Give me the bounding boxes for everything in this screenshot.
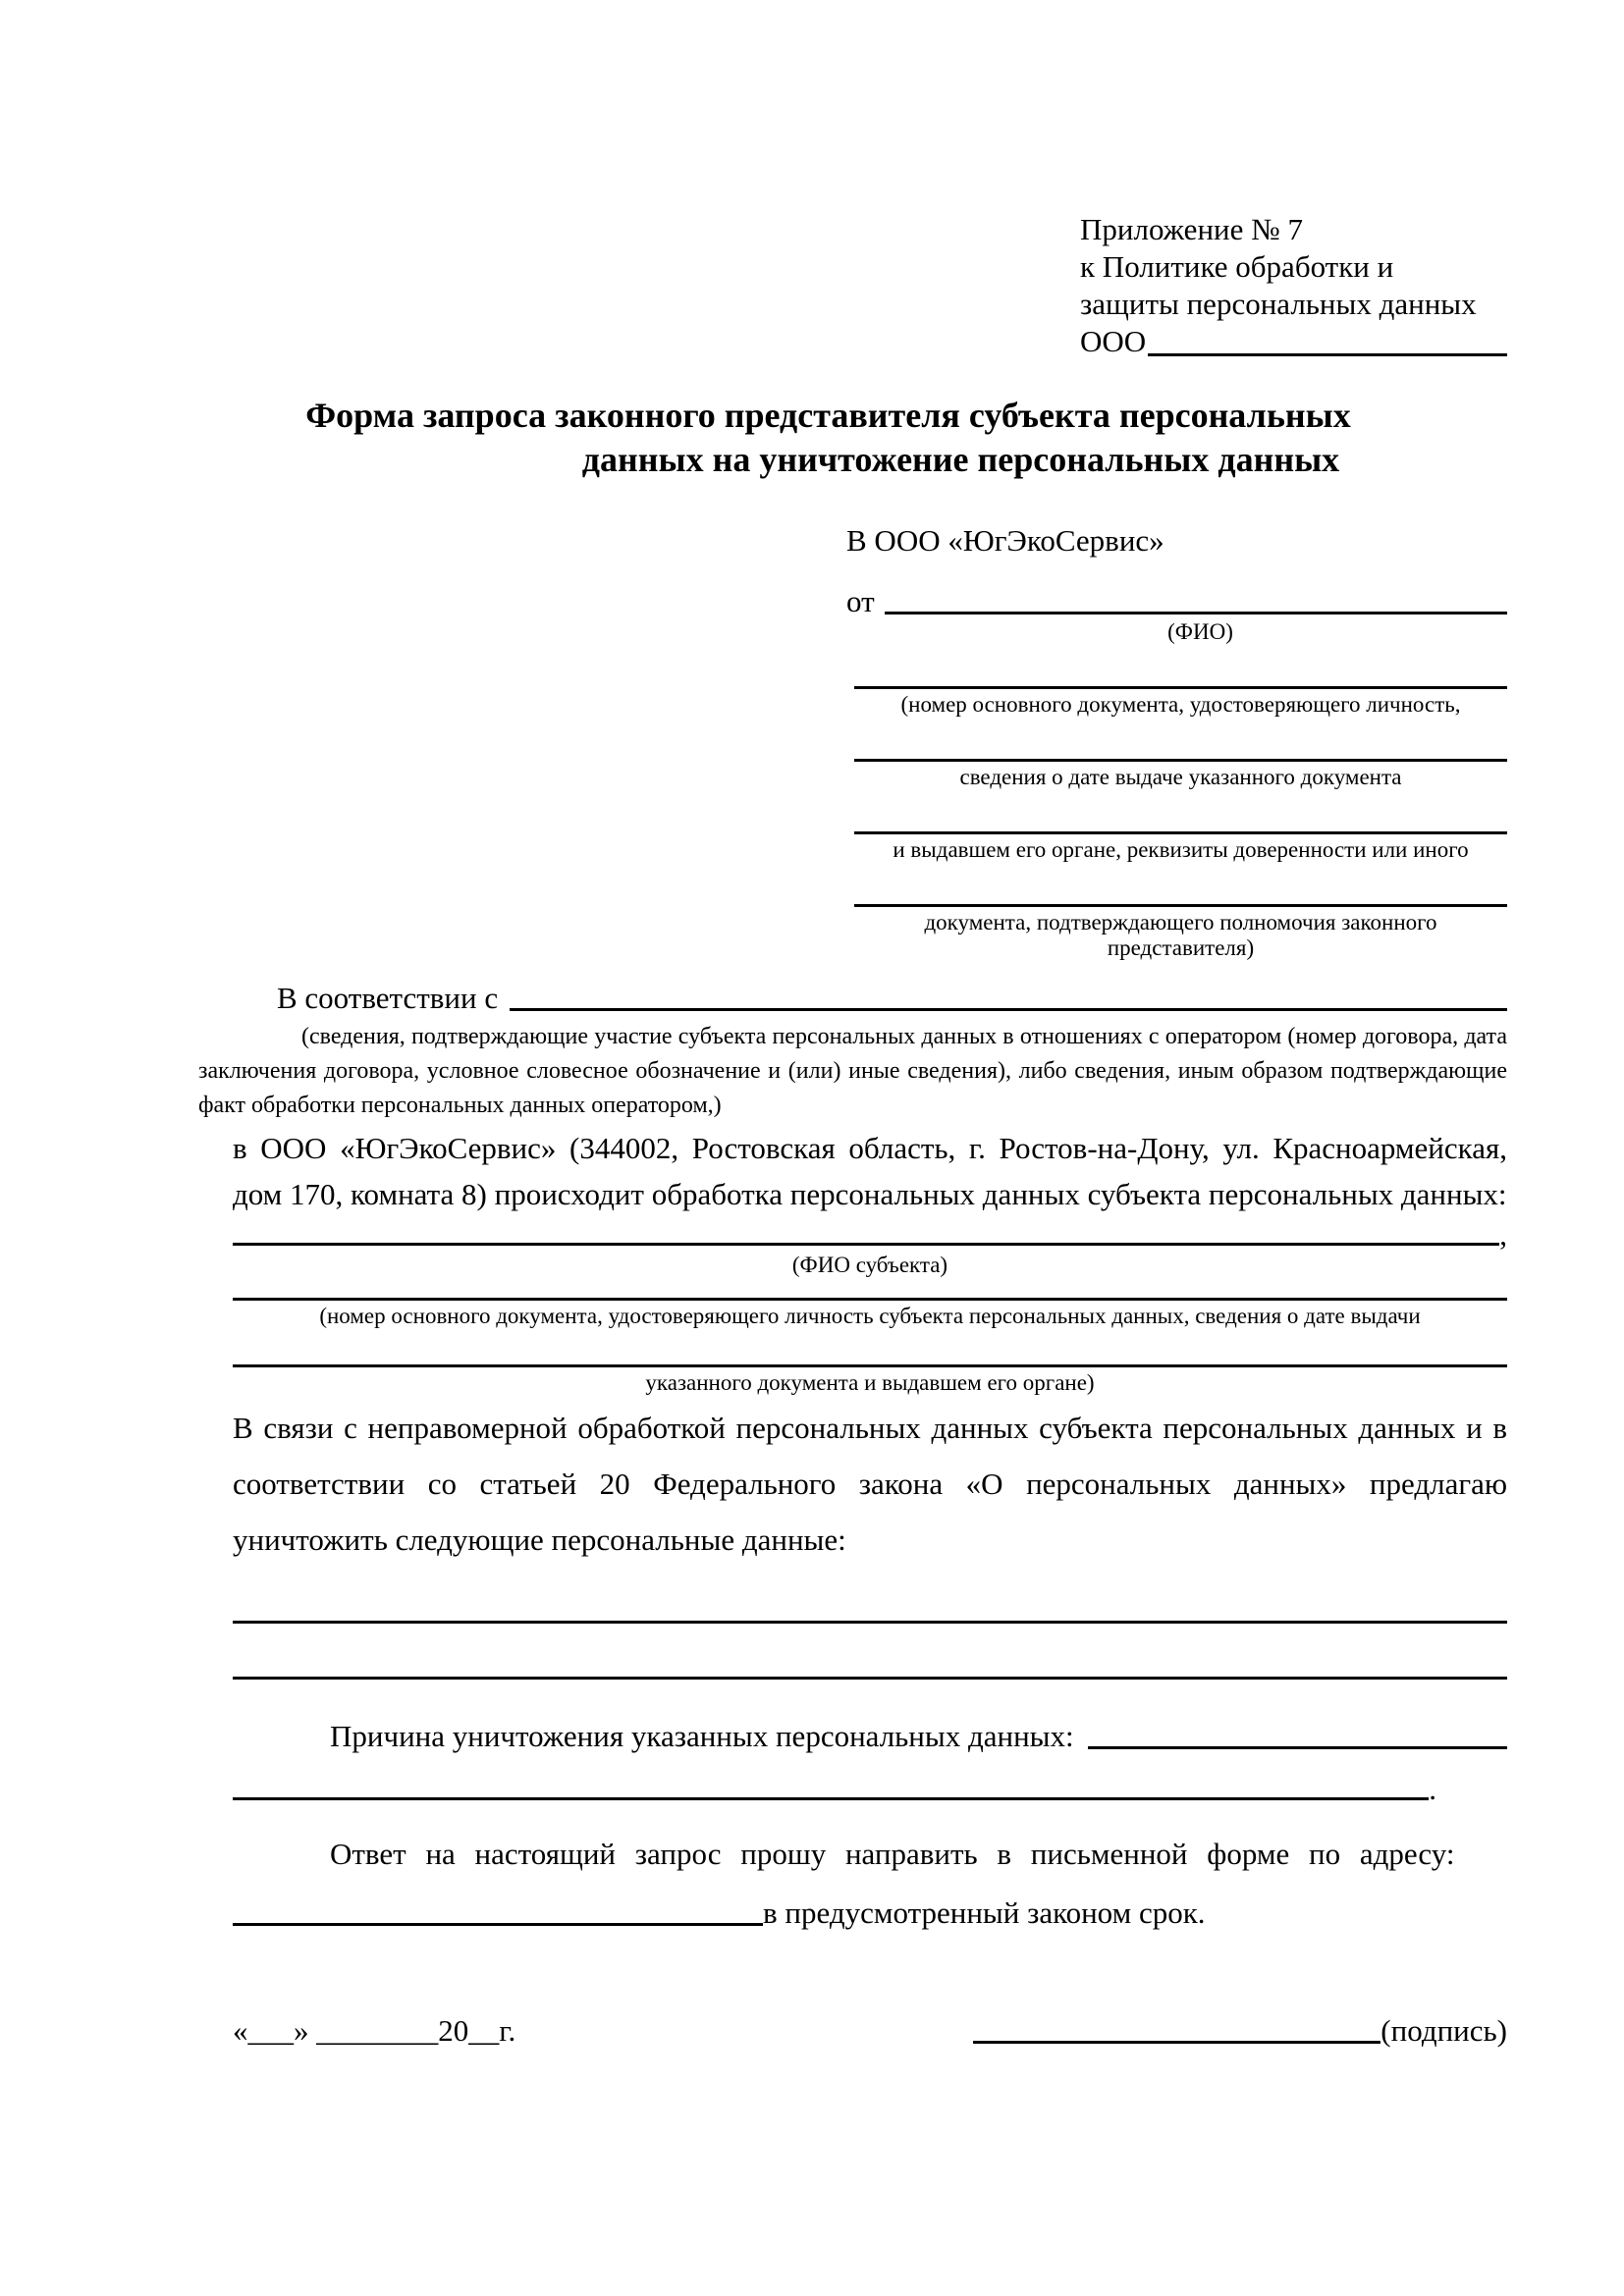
appendix-note xyxy=(1080,211,1507,360)
representative-document-blanks xyxy=(854,686,1507,961)
addressee-block xyxy=(846,521,1507,961)
ooo-prefix: ООО xyxy=(1080,324,1147,358)
data-to-destroy-blank-2 xyxy=(233,1677,1507,1680)
from-label: от xyxy=(846,584,875,618)
page-title-line-1: Форма запроса законного представителя субъекта персональных xyxy=(305,396,1351,435)
operator-paragraph: в ООО «ЮгЭкоСервис» (344002, Ростовская область, г. Ростов-на-Дону, ул. Красноармейская, дом 170, комната 8) происходит обработка персональных данных субъекта персональных данных: xyxy=(233,1131,1507,1211)
according-row xyxy=(233,977,1507,1016)
request-paragraph: В связи с неправомерной обработкой персональных данных субъекта персональных данных и в соответствии со статьей 20 Федерального закона «О персональных данных» предлагаю уничтожить следующие персональные данные: xyxy=(233,1411,1507,1557)
according-caption: (сведения, подтверждающие участие субъекта персональных данных в отношениях с оператором (номер договора, дата заключения договора, условное словесное обозначение и (или) иные сведения), либо сведения, иным образом подтверждающие факт обработки персональных данных оператором,) xyxy=(198,1024,1507,1118)
signature-caption: (подпись) xyxy=(1380,2013,1507,2048)
representative-doc-blank-4 xyxy=(854,904,1507,961)
page-title xyxy=(233,394,1507,482)
answer-address-blank xyxy=(233,1923,763,1926)
subject-doc-caption-2: указанного документа и выдавшем его органе) xyxy=(645,1370,1095,1395)
appendix-line-2: к Политике обработки и xyxy=(1080,249,1394,284)
from-row xyxy=(846,580,1507,619)
period-mark: . xyxy=(1429,1772,1436,1806)
according-blank xyxy=(510,1008,1507,1011)
signature-group xyxy=(973,2013,1507,2049)
appendix-line-1: Приложение № 7 xyxy=(1080,212,1303,246)
subject-fio-caption: (ФИО субъекта) xyxy=(791,1253,948,1277)
reason-blank-2 xyxy=(233,1797,1429,1800)
answer-suffix: в предусмотренный законом срок. xyxy=(763,1896,1206,1930)
according-prefix: В соответствии с xyxy=(277,981,499,1015)
answer-row-2 xyxy=(233,1892,1507,1931)
reason-row-2 xyxy=(233,1768,1436,1807)
appendix-ooo-row xyxy=(1080,323,1507,360)
signature-blank xyxy=(973,2041,1380,2044)
representative-doc-blank-3 xyxy=(854,831,1507,863)
ooo-name-blank xyxy=(1148,353,1507,356)
representative-doc-caption-4: документа, подтверждающего полномочия законного представителя) xyxy=(924,910,1437,960)
addressee-to: В ООО «ЮгЭкоСервис» xyxy=(846,523,1164,558)
reason-row xyxy=(233,1715,1507,1754)
comma-mark: , xyxy=(1499,1217,1507,1252)
subject-doc-blank-1 xyxy=(233,1298,1507,1329)
answer-paragraph: Ответ на настоящий запрос прошу направить в письменной форме по адресу: xyxy=(330,1837,1455,1871)
appendix-line-3: защиты персональных данных xyxy=(1080,287,1477,321)
data-to-destroy-blank-1 xyxy=(233,1621,1507,1624)
reason-label: Причина уничтожения указанных персональных данных: xyxy=(330,1719,1074,1753)
representative-doc-caption-2: сведения о дате выдаче указанного документа xyxy=(959,765,1402,789)
representative-doc-blank-2 xyxy=(854,759,1507,790)
representative-fio-blank xyxy=(885,612,1507,614)
representative-doc-caption-3: и выдавшем его органе, реквизиты доверенности или иного xyxy=(893,837,1469,862)
representative-doc-blank-1 xyxy=(854,686,1507,718)
footer-row xyxy=(233,2007,1507,2049)
date-blank-line: «___» ________20__г. xyxy=(233,2013,516,2048)
representative-doc-caption-1: (номер основного документа, удостоверяющего личность, xyxy=(900,692,1461,717)
subject-doc-caption-1: (номер основного документа, удостоверяющего личность субъекта персональных данных, сведения о дате выдачи xyxy=(319,1304,1421,1328)
reason-blank-1 xyxy=(1088,1746,1507,1749)
subject-doc-blank-2 xyxy=(233,1364,1507,1396)
page-title-line-2: данных на уничтожение персональных данных xyxy=(581,440,1340,479)
subject-fio-row xyxy=(233,1217,1507,1253)
subject-fio-blank xyxy=(233,1243,1499,1246)
fio-caption: (ФИО) xyxy=(1167,619,1233,644)
